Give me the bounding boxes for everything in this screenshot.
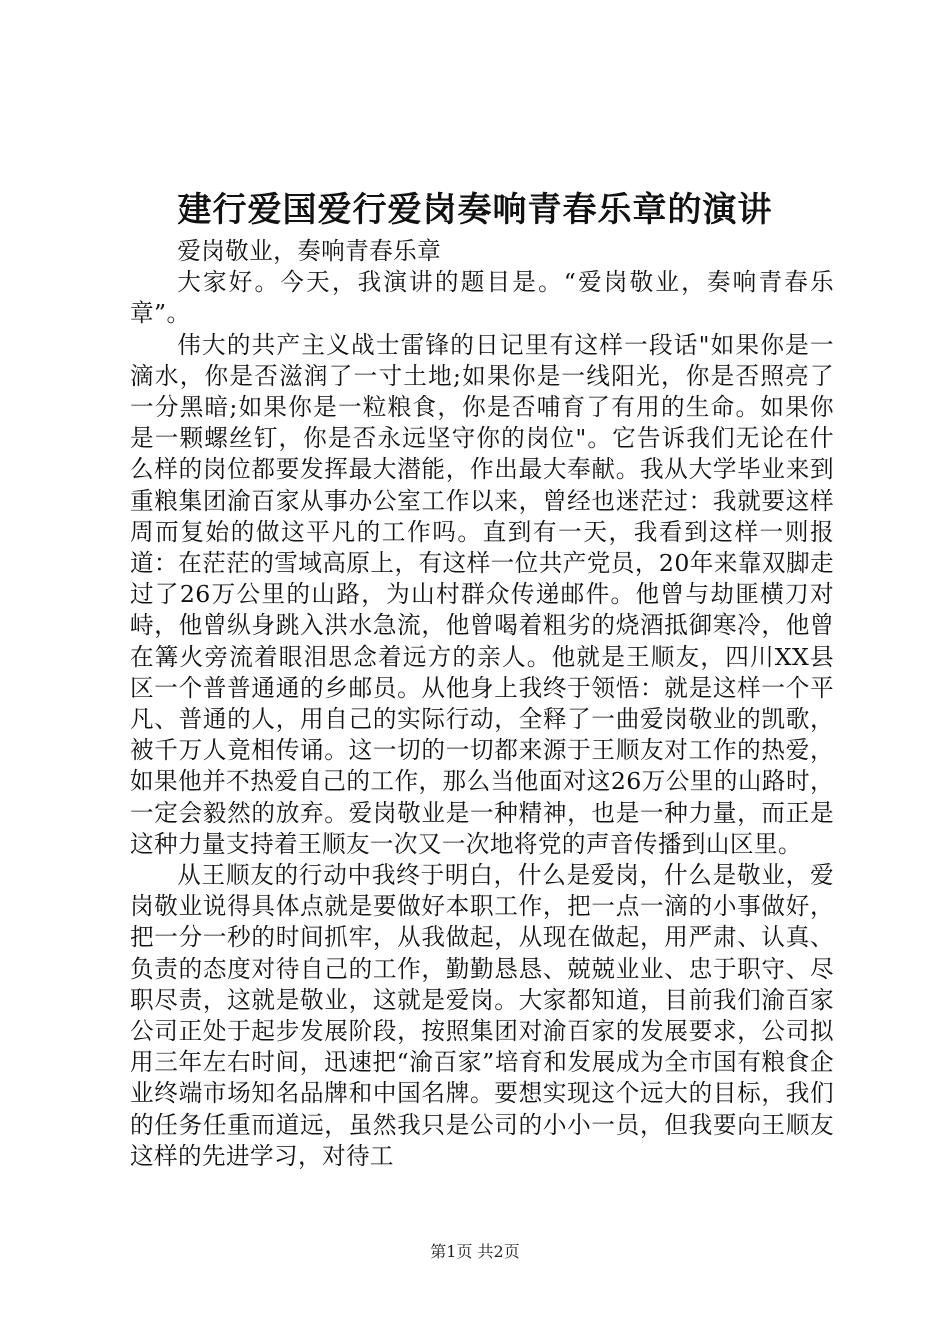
subtitle-paragraph: 爱岗敬业，奏响青春乐章 [177, 237, 442, 265]
body-paragraph: 伟大的共产主义战士雷锋的日记里有这样一段话"如果你是一滴水，你是否滋润了一寸土地;如果你是一线阳光，你是否照亮了一分黑暗;如果你是一粒粮食，你是否哺育了有用的生命。如果你是一颗螺丝钉，你是否永远坚守你的岗位"。它告诉我们无论在什么样的岗位都要发挥最大潜能，作出最大奉献。我从大学毕业来到重粮集团渝百家从事办公室工作以来，曾经也迷茫过：我就要这样周而复始的做这平凡的工作吗。直到有一天，我看到这样一则报道：在茫茫的雪域高原上，有这样一位共产党员，20年来靠双脚走过了26万公里的山路，为山村群众传递邮件。他曾与劫匪横刀对峙，他曾纵身跳入洪水急流，他曾喝着粗劣的烧酒抵御寒冷，他曾在篝火旁流着眼泪思念着远方的亲人。他就是王顺友，四川XX县区一个普普通通的乡邮员。从他身上我终于领悟：就是这样一个平凡、普通的人，用自己的实际行动，全释了一曲爱岗敬业的凯歌，被千万人竟相传诵。这一切的一切都来源于王顺友对工作的热爱，如果他并不热爱自己的工作，那么当他面对这26万公里的山路时，一定会毅然的放弃。爱岗敬业是一种精神，也是一种力量，而正是这种力量支持着王顺友一次又一次地将党的声音传播到山区里。 [130, 330, 834, 858]
document-body [130, 236, 834, 1172]
document-title: 建行爱国爱行爱岗奏响青春乐章的演讲 [177, 190, 773, 230]
page-number-footer: 第1页 共2页 [430, 1242, 520, 1261]
body-paragraph: 大家好。今天，我演讲的题目是。“爱岗敬业，奏响青春乐章”。 [130, 268, 834, 328]
body-paragraph: 从王顺友的行动中我终于明白，什么是爱岗，什么是敬业，爱岗敬业说得具体点就是要做好本职工作，把一点一滴的小事做好，把一分一秒的时间抓牢，从我做起，从现在做起，用严肃、认真、负责的态度对待自己的工作，勤勤恳恳、兢兢业业、忠于职守、尽职尽责，这就是敬业，这就是爱岗。大家都知道，目前我们渝百家公司正处于起步发展阶段，按照集团对渝百家的发展要求，公司拟用三年左右时间，迅速把“渝百家”培育和发展成为全市国有粮食企业终端市场知名品牌和中国名牌。要想实现这个远大的目标，我们的任务任重而道远，虽然我只是公司的小小一员，但我要向王顺友这样的先进学习，对待工 [130, 861, 834, 1170]
